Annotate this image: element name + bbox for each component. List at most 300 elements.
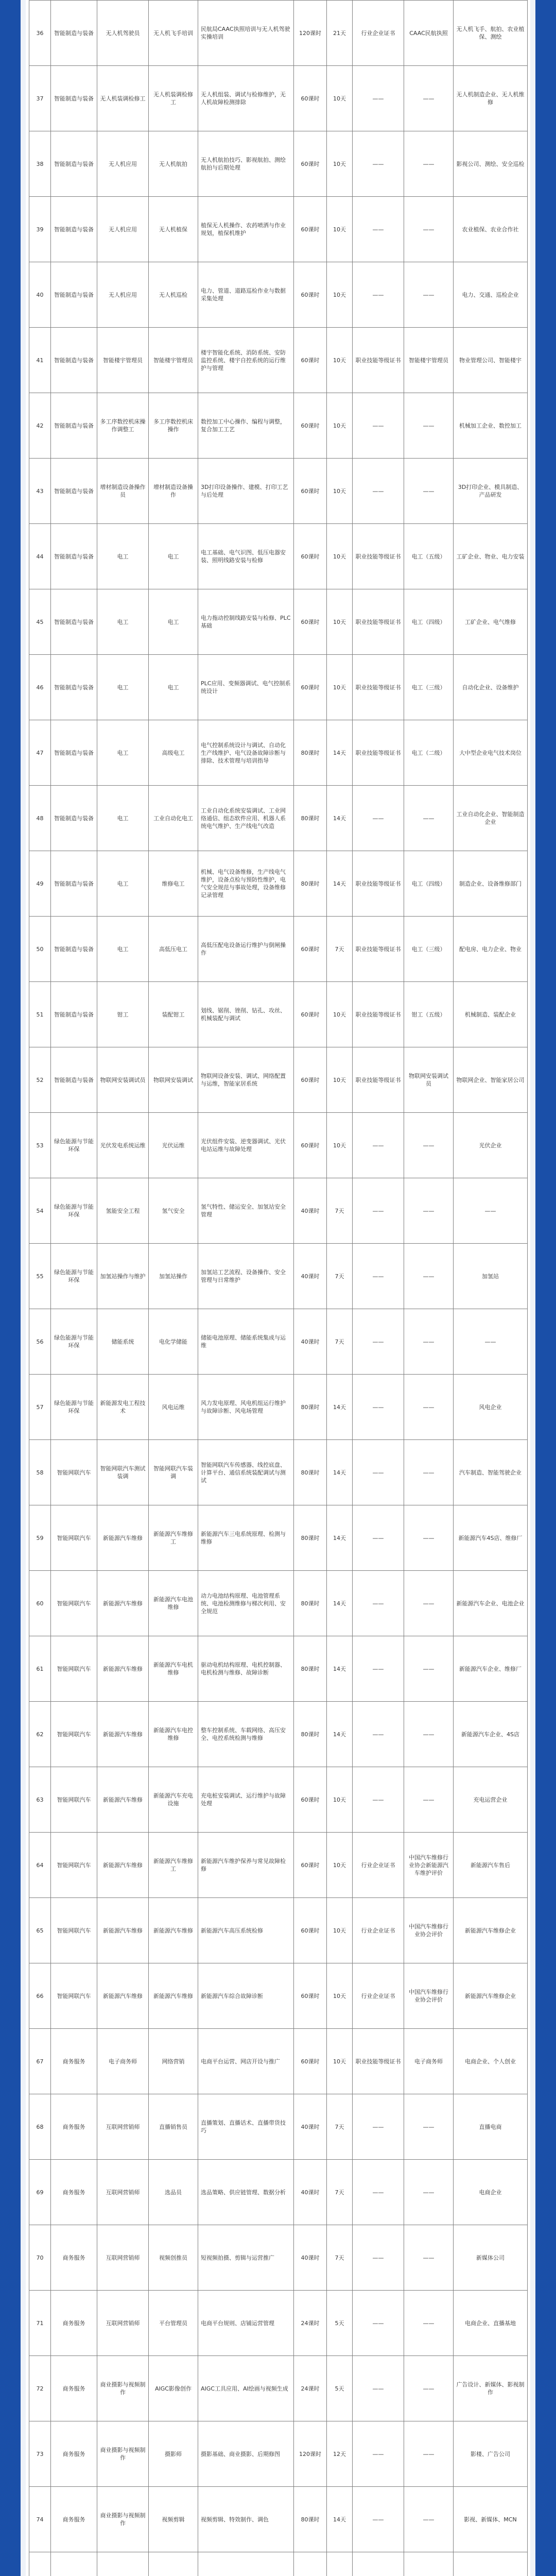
cell-days: 10天 (327, 2029, 353, 2094)
cell-job: 无人机植保 (149, 197, 198, 262)
cell-major: 商业摄影与视频制作 (97, 2421, 149, 2487)
cell-level: —— (404, 1244, 454, 1309)
cell-days: 14天 (327, 1375, 353, 1440)
cell-level: —— (404, 1702, 454, 1767)
cell-hours: 24课时 (294, 2356, 327, 2421)
cell-level: —— (404, 1309, 454, 1375)
cell-employment: 机械加工企业、数控加工 (454, 393, 528, 459)
table-row (29, 1963, 528, 2029)
cell-number: 37 (29, 66, 51, 131)
cell-certificate: —— (353, 1702, 404, 1767)
cell-employment: 汽车制造、智能驾驶企业 (454, 1440, 528, 1505)
cell-level: 智能楼宇管理员 (404, 328, 454, 393)
cell-hours: 60课时 (294, 1767, 327, 1833)
cell-certificate: —— (353, 1505, 404, 1571)
cell-job: 网络营销 (149, 2029, 198, 2094)
table-row (29, 459, 528, 524)
cell-job: 高级电工 (149, 720, 198, 786)
cell-number: 61 (29, 1636, 51, 1702)
cell-number: 51 (29, 982, 51, 1047)
cell-job: 新能源汽车维修 (149, 1898, 198, 1963)
table-row (29, 1636, 528, 1702)
cell-level: 电工（五级） (404, 524, 454, 589)
cell-hours: 60课时 (294, 66, 327, 131)
cell-certificate: —— (353, 2356, 404, 2421)
cell-employment: 3D打印企业、模具制造、产品研发 (454, 459, 528, 524)
cell-level: 电工（三级） (404, 917, 454, 982)
cell-certificate: 行业企业证书 (353, 1963, 404, 2029)
cell-employment (454, 2552, 528, 2576)
cell-category: 商务服务 (51, 2421, 97, 2487)
cell-job: 新能源汽车充电设施 (149, 1767, 198, 1833)
cell-major: 储能系统 (97, 1309, 149, 1375)
cell-certificate: 职业技能等级证书 (353, 655, 404, 720)
cell-number (29, 2552, 51, 2576)
table-row (29, 851, 528, 917)
table-row (29, 1, 528, 66)
cell-content: 储能电池原理、储能系统集成与运维 (198, 1309, 294, 1375)
cell-job: 电工 (149, 589, 198, 655)
cell-certificate: —— (353, 1636, 404, 1702)
cell-certificate: —— (353, 197, 404, 262)
cell-content: 选品策略、供应链管理、数据分析 (198, 2160, 294, 2225)
cell-employment: 工矿企业、物业、电力安装 (454, 524, 528, 589)
cell-certificate: 职业技能等级证书 (353, 328, 404, 393)
cell-category: 智能制造与装备 (51, 917, 97, 982)
cell-job: 无人机装调检修工 (149, 66, 198, 131)
cell-number: 44 (29, 524, 51, 589)
cell-days: 10天 (327, 197, 353, 262)
cell-content: 驱动电机结构原理、电机控制器、电机检测与维修、故障诊断 (198, 1636, 294, 1702)
cell-hours: 80课时 (294, 2487, 327, 2552)
cell-days: 5天 (327, 2291, 353, 2356)
cell-category: 智能制造与装备 (51, 197, 97, 262)
cell-days: 7天 (327, 1309, 353, 1375)
cell-level: 物联网安装调试员 (404, 1047, 454, 1113)
cell-number: 39 (29, 197, 51, 262)
cell-level: —— (404, 66, 454, 131)
cell-days: 7天 (327, 2160, 353, 2225)
table-row (29, 524, 528, 589)
cell-employment: 自动化企业、设备维护 (454, 655, 528, 720)
cell-content: 电力拖动控制线路安装与检修、PLC基础 (198, 589, 294, 655)
cell-job: 多工序数控机床操作 (149, 393, 198, 459)
cell-hours: 60课时 (294, 1898, 327, 1963)
cell-certificate: 职业技能等级证书 (353, 2029, 404, 2094)
cell-level: 中国汽车维修行业协会评价 (404, 1898, 454, 1963)
cell-level: —— (404, 2356, 454, 2421)
cell-certificate: 职业技能等级证书 (353, 851, 404, 917)
cell-major: 电工 (97, 917, 149, 982)
cell-major: 商业摄影与视频制作 (97, 2356, 149, 2421)
cell-certificate: —— (353, 1178, 404, 1244)
cell-employment: 制造企业、设备维修部门 (454, 851, 528, 917)
cell-number: 48 (29, 786, 51, 851)
cell-level (404, 2552, 454, 2576)
cell-hours: 60课时 (294, 589, 327, 655)
cell-days: 14天 (327, 1636, 353, 1702)
cell-number: 65 (29, 1898, 51, 1963)
cell-level: —— (404, 1178, 454, 1244)
cell-content: 风力发电原理、风电机组运行维护与故障诊断、风电场管理 (198, 1375, 294, 1440)
cell-major: 无人机装调检修工 (97, 66, 149, 131)
cell-days: 10天 (327, 262, 353, 328)
cell-content: 视频剪辑、特效制作、调色 (198, 2487, 294, 2552)
cell-days: 10天 (327, 1767, 353, 1833)
cell-content (198, 2552, 294, 2576)
cell-days: 14天 (327, 720, 353, 786)
cell-major: 无人机应用 (97, 262, 149, 328)
cell-major: 电工 (97, 589, 149, 655)
cell-hours: 80课时 (294, 851, 327, 917)
cell-employment: 工业自动化企业、智能制造企业 (454, 786, 528, 851)
cell-content: 新能源汽车综合故障诊断 (198, 1963, 294, 2029)
cell-hours: 40课时 (294, 1244, 327, 1309)
cell-certificate: —— (353, 2225, 404, 2291)
cell-employment: 新能源汽车4S店、维修厂 (454, 1505, 528, 1571)
table-row (29, 1898, 528, 1963)
cell-number: 38 (29, 131, 51, 197)
cell-content: 直播策划、直播话术、直播带货技巧 (198, 2094, 294, 2160)
cell-days: 7天 (327, 2094, 353, 2160)
cell-days: 10天 (327, 1963, 353, 2029)
cell-category: 智能制造与装备 (51, 720, 97, 786)
cell-job (149, 2552, 198, 2576)
cell-category: 商务服务 (51, 2160, 97, 2225)
table-row (29, 328, 528, 393)
cell-level: —— (404, 2160, 454, 2225)
cell-certificate: —— (353, 2487, 404, 2552)
cell-job: 智能网联汽车装调 (149, 1440, 198, 1505)
cell-days: 14天 (327, 851, 353, 917)
cell-category: 绿色能源与节能环保 (51, 1244, 97, 1309)
cell-hours: 60课时 (294, 1047, 327, 1113)
cell-hours: 80课时 (294, 1505, 327, 1571)
cell-category: 商务服务 (51, 2356, 97, 2421)
cell-employment: 物联网企业、智能家居公司 (454, 1047, 528, 1113)
cell-major: 光伏发电系统运维 (97, 1113, 149, 1178)
cell-employment: 电商企业、个人创业 (454, 2029, 528, 2094)
cell-number: 74 (29, 2487, 51, 2552)
table-row (29, 1505, 528, 1571)
cell-job: 维修电工 (149, 851, 198, 917)
cell-hours: 80课时 (294, 1636, 327, 1702)
cell-hours (294, 2552, 327, 2576)
cell-category: 商务服务 (51, 2487, 97, 2552)
cell-certificate: —— (353, 262, 404, 328)
cell-employment: 光伏企业 (454, 1113, 528, 1178)
cell-category: 智能网联汽车 (51, 1571, 97, 1636)
cell-category: 绿色能源与节能环保 (51, 1309, 97, 1375)
cell-certificate (353, 2552, 404, 2576)
cell-employment: 新能源汽车维修企业 (454, 1898, 528, 1963)
table-row (29, 2291, 528, 2356)
cell-major: 智能楼宇管理员 (97, 328, 149, 393)
table-row (29, 655, 528, 720)
cell-category: 商务服务 (51, 2225, 97, 2291)
cell-major: 智能网联汽车测试装调 (97, 1440, 149, 1505)
table-row (29, 2356, 528, 2421)
cell-job: 直播销售员 (149, 2094, 198, 2160)
cell-certificate: —— (353, 1375, 404, 1440)
cell-content: 充电桩安装调试、运行维护与故障处理 (198, 1767, 294, 1833)
cell-number: 47 (29, 720, 51, 786)
cell-job: 选品员 (149, 2160, 198, 2225)
cell-job: 电工 (149, 655, 198, 720)
cell-category: 智能网联汽车 (51, 1505, 97, 1571)
cell-major: 新能源汽车维修 (97, 1833, 149, 1898)
cell-hours: 60课时 (294, 1113, 327, 1178)
cell-content: 短视频拍摄、剪辑与运营推广 (198, 2225, 294, 2291)
cell-days: 14天 (327, 2487, 353, 2552)
cell-major: 新能源汽车维修 (97, 1571, 149, 1636)
cell-major: 新能源发电工程技术 (97, 1375, 149, 1440)
cell-certificate: —— (353, 2291, 404, 2356)
cell-certificate: 行业企业证书 (353, 1, 404, 66)
cell-category: 商务服务 (51, 2291, 97, 2356)
cell-level: —— (404, 1505, 454, 1571)
cell-days: 10天 (327, 328, 353, 393)
cell-certificate: —— (353, 393, 404, 459)
cell-certificate: —— (353, 1309, 404, 1375)
cell-content: 电力、管道、道路巡检作业与数据采集处理 (198, 262, 294, 328)
cell-job: 增材制造设备操作 (149, 459, 198, 524)
cell-level: —— (404, 197, 454, 262)
cell-number: 56 (29, 1309, 51, 1375)
table-row (29, 2421, 528, 2487)
cell-employment: 农业植保、农业合作社 (454, 197, 528, 262)
cell-level: —— (404, 786, 454, 851)
cell-employment: 风电企业 (454, 1375, 528, 1440)
cell-content: 智能网联汽车传感器、线控底盘、计算平台、通信系统装配调试与测试 (198, 1440, 294, 1505)
table-row (29, 1309, 528, 1375)
cell-content: 机械、电气设备维修，生产线电气维护，设备点检与预防性维护，电气安全规范与事故处理，设备维修记录管理 (198, 851, 294, 917)
cell-certificate: —— (353, 459, 404, 524)
cell-major: 互联网营销师 (97, 2094, 149, 2160)
table-row (29, 2029, 528, 2094)
cell-certificate: —— (353, 1244, 404, 1309)
cell-category: 智能制造与装备 (51, 328, 97, 393)
cell-category: 绿色能源与节能环保 (51, 1113, 97, 1178)
cell-certificate: 职业技能等级证书 (353, 589, 404, 655)
cell-hours: 60课时 (294, 2029, 327, 2094)
table-row (29, 393, 528, 459)
cell-hours: 60课时 (294, 982, 327, 1047)
table-row (29, 131, 528, 197)
cell-hours: 60课时 (294, 1833, 327, 1898)
cell-hours: 60课时 (294, 917, 327, 982)
cell-number: 70 (29, 2225, 51, 2291)
cell-content: AIGC工具应用、AI绘画与视频生成 (198, 2356, 294, 2421)
cell-hours: 80课时 (294, 1571, 327, 1636)
cell-days: 10天 (327, 982, 353, 1047)
cell-level: —— (404, 1113, 454, 1178)
cell-content: 植保无人机操作、农药喷洒与作业规划，植保机维护 (198, 197, 294, 262)
cell-hours: 120课时 (294, 1, 327, 66)
cell-number: 43 (29, 459, 51, 524)
cell-content: 新能源汽车高压系统检修 (198, 1898, 294, 1963)
cell-major: 电工 (97, 524, 149, 589)
cell-category: 智能网联汽车 (51, 1440, 97, 1505)
cell-job: 装配钳工 (149, 982, 198, 1047)
cell-employment: 新能源汽车售后 (454, 1833, 528, 1898)
cell-employment: 新能源汽车企业、维修厂 (454, 1636, 528, 1702)
cell-hours: 80课时 (294, 786, 327, 851)
cell-certificate: —— (353, 66, 404, 131)
cell-category: 商务服务 (51, 2029, 97, 2094)
cell-certificate: 职业技能等级证书 (353, 720, 404, 786)
cell-days: 10天 (327, 393, 353, 459)
table-row (29, 1571, 528, 1636)
cell-category: 智能网联汽车 (51, 1702, 97, 1767)
cell-days: 14天 (327, 786, 353, 851)
cell-number: 53 (29, 1113, 51, 1178)
training-catalog-table (29, 0, 528, 2576)
cell-major: 互联网营销师 (97, 2160, 149, 2225)
cell-job: 新能源汽车维修工 (149, 1505, 198, 1571)
cell-hours: 40课时 (294, 2160, 327, 2225)
cell-category: 绿色能源与节能环保 (51, 1178, 97, 1244)
cell-number: 60 (29, 1571, 51, 1636)
cell-number: 63 (29, 1767, 51, 1833)
cell-major: 加氢站操作与维护 (97, 1244, 149, 1309)
cell-category: 智能网联汽车 (51, 1833, 97, 1898)
cell-number: 73 (29, 2421, 51, 2487)
cell-content: 楼宇智能化系统、消防系统、安防监控系统、楼宇自控系统的运行维护与管理 (198, 328, 294, 393)
document-page (21, 0, 535, 2576)
cell-level: 电工（四级） (404, 589, 454, 655)
cell-hours: 40课时 (294, 2225, 327, 2291)
cell-job: 视频创推员 (149, 2225, 198, 2291)
cell-major: 商业摄影与视频制作 (97, 2487, 149, 2552)
table-row (29, 2094, 528, 2160)
cell-hours: 60课时 (294, 328, 327, 393)
cell-major: 电工 (97, 786, 149, 851)
cell-number: 52 (29, 1047, 51, 1113)
cell-days: 7天 (327, 1178, 353, 1244)
cell-employment: 无人机飞手、航拍、农业植保、测绘 (454, 1, 528, 66)
cell-major: 新能源汽车维修 (97, 1505, 149, 1571)
cell-major: 增材制造设备操作员 (97, 459, 149, 524)
cell-category: 商务服务 (51, 2094, 97, 2160)
cell-number: 49 (29, 851, 51, 917)
cell-content: 电商平台规则、店铺运营管理 (198, 2291, 294, 2356)
cell-level: —— (404, 459, 454, 524)
cell-employment: 影视公司、测绘、安全巡检 (454, 131, 528, 197)
cell-content: 电商平台运营、网店开设与推广 (198, 2029, 294, 2094)
cell-content: 新能源汽车三电系统原理、检测与维修 (198, 1505, 294, 1571)
table-row (29, 2487, 528, 2552)
cell-days: 10天 (327, 1898, 353, 1963)
cell-level: —— (404, 131, 454, 197)
cell-certificate: —— (353, 2094, 404, 2160)
cell-number: 36 (29, 1, 51, 66)
cell-certificate: 行业企业证书 (353, 1898, 404, 1963)
cell-level: —— (404, 2291, 454, 2356)
cell-number: 54 (29, 1178, 51, 1244)
cell-days: 10天 (327, 459, 353, 524)
cell-number: 71 (29, 2291, 51, 2356)
cell-level: 中国汽车维修行业协会新能源汽车维护评价 (404, 1833, 454, 1898)
table-row (29, 720, 528, 786)
cell-job: 工业自动化电工 (149, 786, 198, 851)
cell-number: 67 (29, 2029, 51, 2094)
cell-days: 10天 (327, 66, 353, 131)
cell-days: 14天 (327, 1702, 353, 1767)
cell-days: 10天 (327, 1833, 353, 1898)
cell-days: 10天 (327, 589, 353, 655)
cell-number: 41 (29, 328, 51, 393)
cell-major: 无人机驾驶员 (97, 1, 149, 66)
cell-days: 7天 (327, 2225, 353, 2291)
cell-certificate: —— (353, 1571, 404, 1636)
table-row (29, 589, 528, 655)
cell-level: —— (404, 2094, 454, 2160)
cell-hours: 40课时 (294, 1178, 327, 1244)
cell-major: 无人机应用 (97, 131, 149, 197)
cell-days: 10天 (327, 524, 353, 589)
cell-major: 电工 (97, 655, 149, 720)
cell-content: PLC应用、变频器调试、电气控制系统设计 (198, 655, 294, 720)
table-row (29, 1440, 528, 1505)
cell-hours: 24课时 (294, 2291, 327, 2356)
cell-number: 42 (29, 393, 51, 459)
cell-employment: 充电运营企业 (454, 1767, 528, 1833)
cell-level: —— (404, 1440, 454, 1505)
cell-certificate: 行业企业证书 (353, 1833, 404, 1898)
cell-number: 58 (29, 1440, 51, 1505)
table-row (29, 2160, 528, 2225)
cell-days: 14天 (327, 1571, 353, 1636)
cell-level: —— (404, 1571, 454, 1636)
cell-number: 66 (29, 1963, 51, 2029)
cell-category: 智能制造与装备 (51, 262, 97, 328)
cell-days: 14天 (327, 1505, 353, 1571)
cell-major: 无人机应用 (97, 197, 149, 262)
cell-number: 72 (29, 2356, 51, 2421)
cell-job: 新能源汽车电控维修 (149, 1702, 198, 1767)
cell-major: 新能源汽车维修 (97, 1702, 149, 1767)
cell-employment: 工矿企业、电气维修 (454, 589, 528, 655)
cell-employment: 机械制造、装配企业 (454, 982, 528, 1047)
cell-hours: 80课时 (294, 1702, 327, 1767)
cell-hours: 60课时 (294, 197, 327, 262)
cell-category: 智能制造与装备 (51, 131, 97, 197)
table-row (29, 2552, 528, 2576)
cell-job: 视频剪辑 (149, 2487, 198, 2552)
cell-job: 无人机巡检 (149, 262, 198, 328)
cell-level: CAAC民航执照 (404, 1, 454, 66)
cell-days: 7天 (327, 1244, 353, 1309)
table-row (29, 1375, 528, 1440)
cell-employment: 大中型企业电气技术岗位 (454, 720, 528, 786)
cell-number: 45 (29, 589, 51, 655)
cell-major: 互联网营销师 (97, 2225, 149, 2291)
cell-employment: 新能源汽车企业、电池企业 (454, 1571, 528, 1636)
cell-level: —— (404, 1375, 454, 1440)
cell-content: 新能源汽车维护保养与常见故障检修 (198, 1833, 294, 1898)
cell-hours: 60课时 (294, 393, 327, 459)
cell-job: 无人机航拍 (149, 131, 198, 197)
cell-content: 民航局CAAC执照培训与无人机驾驶实操培训 (198, 1, 294, 66)
cell-certificate: 职业技能等级证书 (353, 917, 404, 982)
cell-category: 智能制造与装备 (51, 982, 97, 1047)
cell-job: AIGC影像创作 (149, 2356, 198, 2421)
table-row (29, 66, 528, 131)
cell-days: 12天 (327, 2421, 353, 2487)
cell-employment: 新能源汽车维修企业 (454, 1963, 528, 2029)
cell-job: 新能源汽车维修工 (149, 1833, 198, 1898)
